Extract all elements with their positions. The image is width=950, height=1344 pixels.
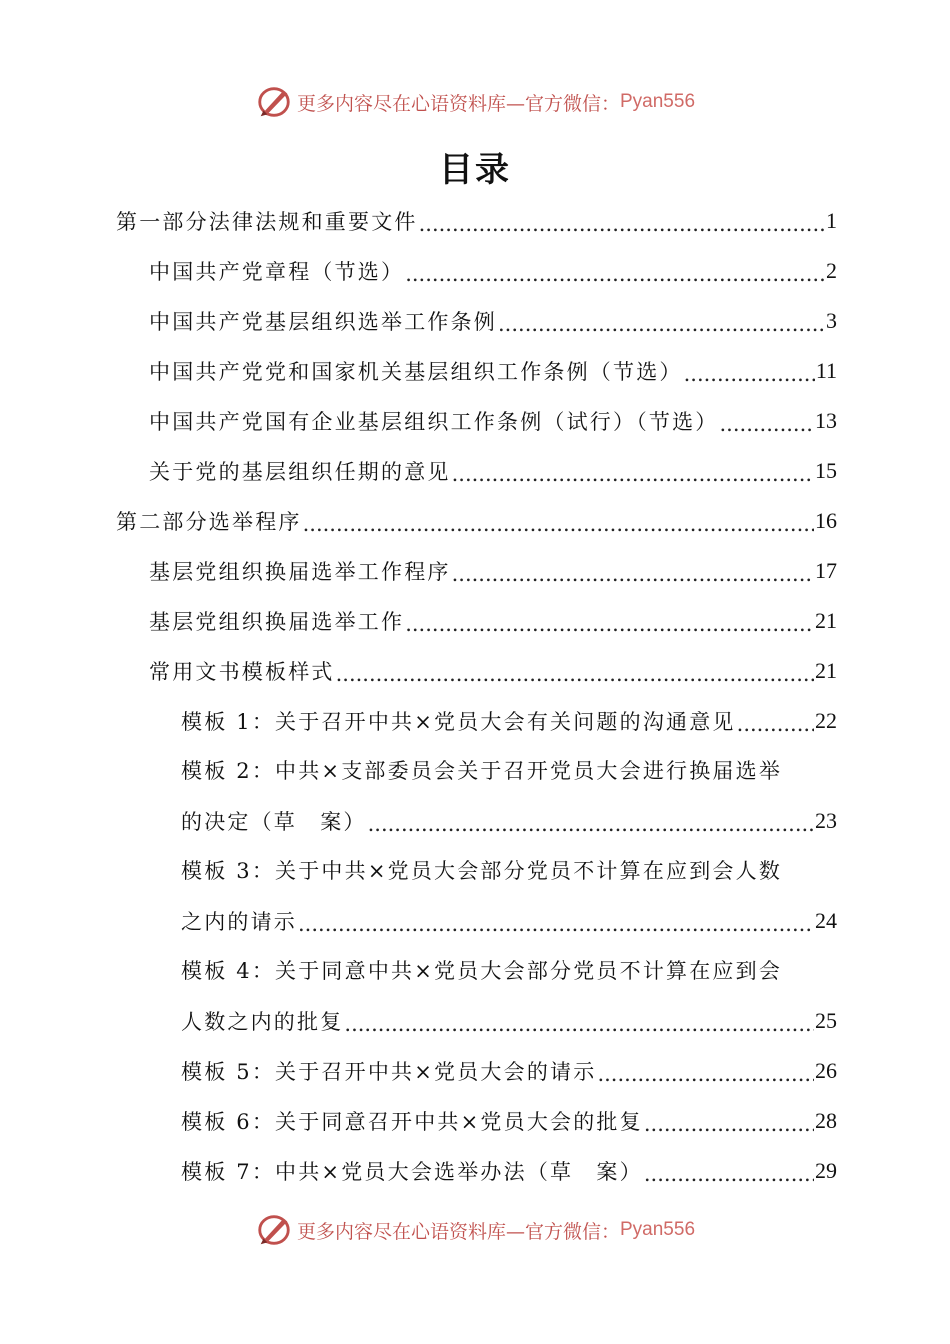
toc-entry-page: 29 (815, 1158, 837, 1183)
pen-logo-icon (255, 1212, 293, 1248)
toc-entry[interactable] (116, 846, 837, 946)
toc-entry-text: 模板 5：关于召开中共×党员大会的请示 (181, 1060, 597, 1084)
page-title: 目录 (439, 150, 511, 190)
toc-entry[interactable] (116, 496, 837, 546)
toc-entry-text: 中国共产党国有企业基层组织工作条例（试行）（节选） (149, 410, 719, 434)
toc-entry[interactable] (116, 446, 837, 496)
toc-entry-text: 模板 4：关于同意中共×党员大会部分党员不计算在应到会 (181, 959, 783, 983)
toc-entry[interactable] (116, 296, 837, 346)
toc-entry-page: 2 (826, 258, 837, 283)
toc-entry[interactable] (116, 1046, 837, 1096)
toc-entry[interactable] (116, 396, 837, 446)
toc-entry-text: 基层党组织换届选举工作程序 (149, 560, 451, 584)
toc-entry-text-cont: 的决定（草 案） (181, 810, 367, 834)
toc-entry-page: 17 (815, 558, 837, 583)
toc-entry-text: 模板 6：关于同意召开中共×党员大会的批复 (181, 1110, 643, 1134)
table-of-contents (116, 196, 837, 1196)
toc-entry-text: 中国共产党党和国家机关基层组织工作条例（节选） (149, 360, 683, 384)
toc-entry-text-cont: 人数之内的批复 (181, 1010, 344, 1034)
footer-watermark-banner (0, 1210, 950, 1250)
toc-entry[interactable] (116, 696, 837, 746)
banner-wechat-id: Pyan556 (620, 91, 696, 112)
toc-entry-text-cont: 之内的请示 (181, 910, 297, 934)
toc-entry-page: 26 (815, 1058, 837, 1083)
toc-entry-text: 模板 3：关于中共×党员大会部分党员不计算在应到会人数 (181, 859, 783, 883)
toc-entry[interactable] (116, 1146, 837, 1196)
toc-entry[interactable] (116, 196, 837, 246)
toc-entry[interactable] (116, 246, 837, 296)
toc-entry-page: 22 (815, 708, 837, 733)
toc-entry-page: 1 (826, 208, 837, 233)
toc-entry-page: 24 (815, 908, 837, 933)
toc-entry-page: 28 (815, 1108, 837, 1133)
toc-entry-text: 模板 1：关于召开中共×党员大会有关问题的沟通意见 (181, 710, 736, 734)
toc-entry[interactable] (116, 646, 837, 696)
toc-entry-text: 第一部分法律法规和重要文件 (116, 210, 418, 234)
toc-entry-page: 21 (815, 658, 837, 683)
toc-entry-page: 23 (815, 808, 837, 833)
pen-logo-icon (255, 84, 293, 120)
toc-entry-text: 模板 7：中共×党员大会选举办法（草 案） (181, 1160, 643, 1184)
toc-entry-page: 3 (826, 308, 837, 333)
toc-entry-page: 16 (815, 508, 837, 533)
toc-entry-page: 21 (815, 608, 837, 633)
toc-entry-text: 常用文书模板样式 (149, 660, 335, 684)
toc-entry-text: 模板 2：中共×支部委员会关于召开党员大会进行换届选举 (181, 759, 783, 783)
header-watermark-banner (0, 82, 950, 122)
toc-entry-page: 13 (815, 408, 837, 433)
toc-entry[interactable] (116, 596, 837, 646)
toc-entry[interactable] (116, 346, 837, 396)
banner-text: 更多内容尽在心语资料库—官方微信： (296, 92, 620, 115)
banner-wechat-id: Pyan556 (620, 1219, 696, 1240)
toc-entry-page: 11 (815, 358, 837, 383)
toc-entry-text: 关于党的基层组织任期的意见 (149, 460, 451, 484)
toc-entry-text: 中国共产党基层组织选举工作条例 (149, 310, 497, 334)
toc-entry-page: 25 (815, 1008, 837, 1033)
toc-entry-text: 中国共产党章程（节选） (149, 260, 405, 284)
toc-entry-text: 第二部分选举程序 (116, 510, 302, 534)
toc-entry-page: 15 (815, 458, 837, 483)
toc-entry[interactable] (116, 1096, 837, 1146)
banner-text: 更多内容尽在心语资料库—官方微信： (296, 1220, 620, 1243)
toc-entry-text: 基层党组织换届选举工作 (149, 610, 405, 634)
toc-entry[interactable] (116, 746, 837, 846)
toc-entry[interactable] (116, 546, 837, 596)
toc-entry[interactable] (116, 946, 837, 1046)
